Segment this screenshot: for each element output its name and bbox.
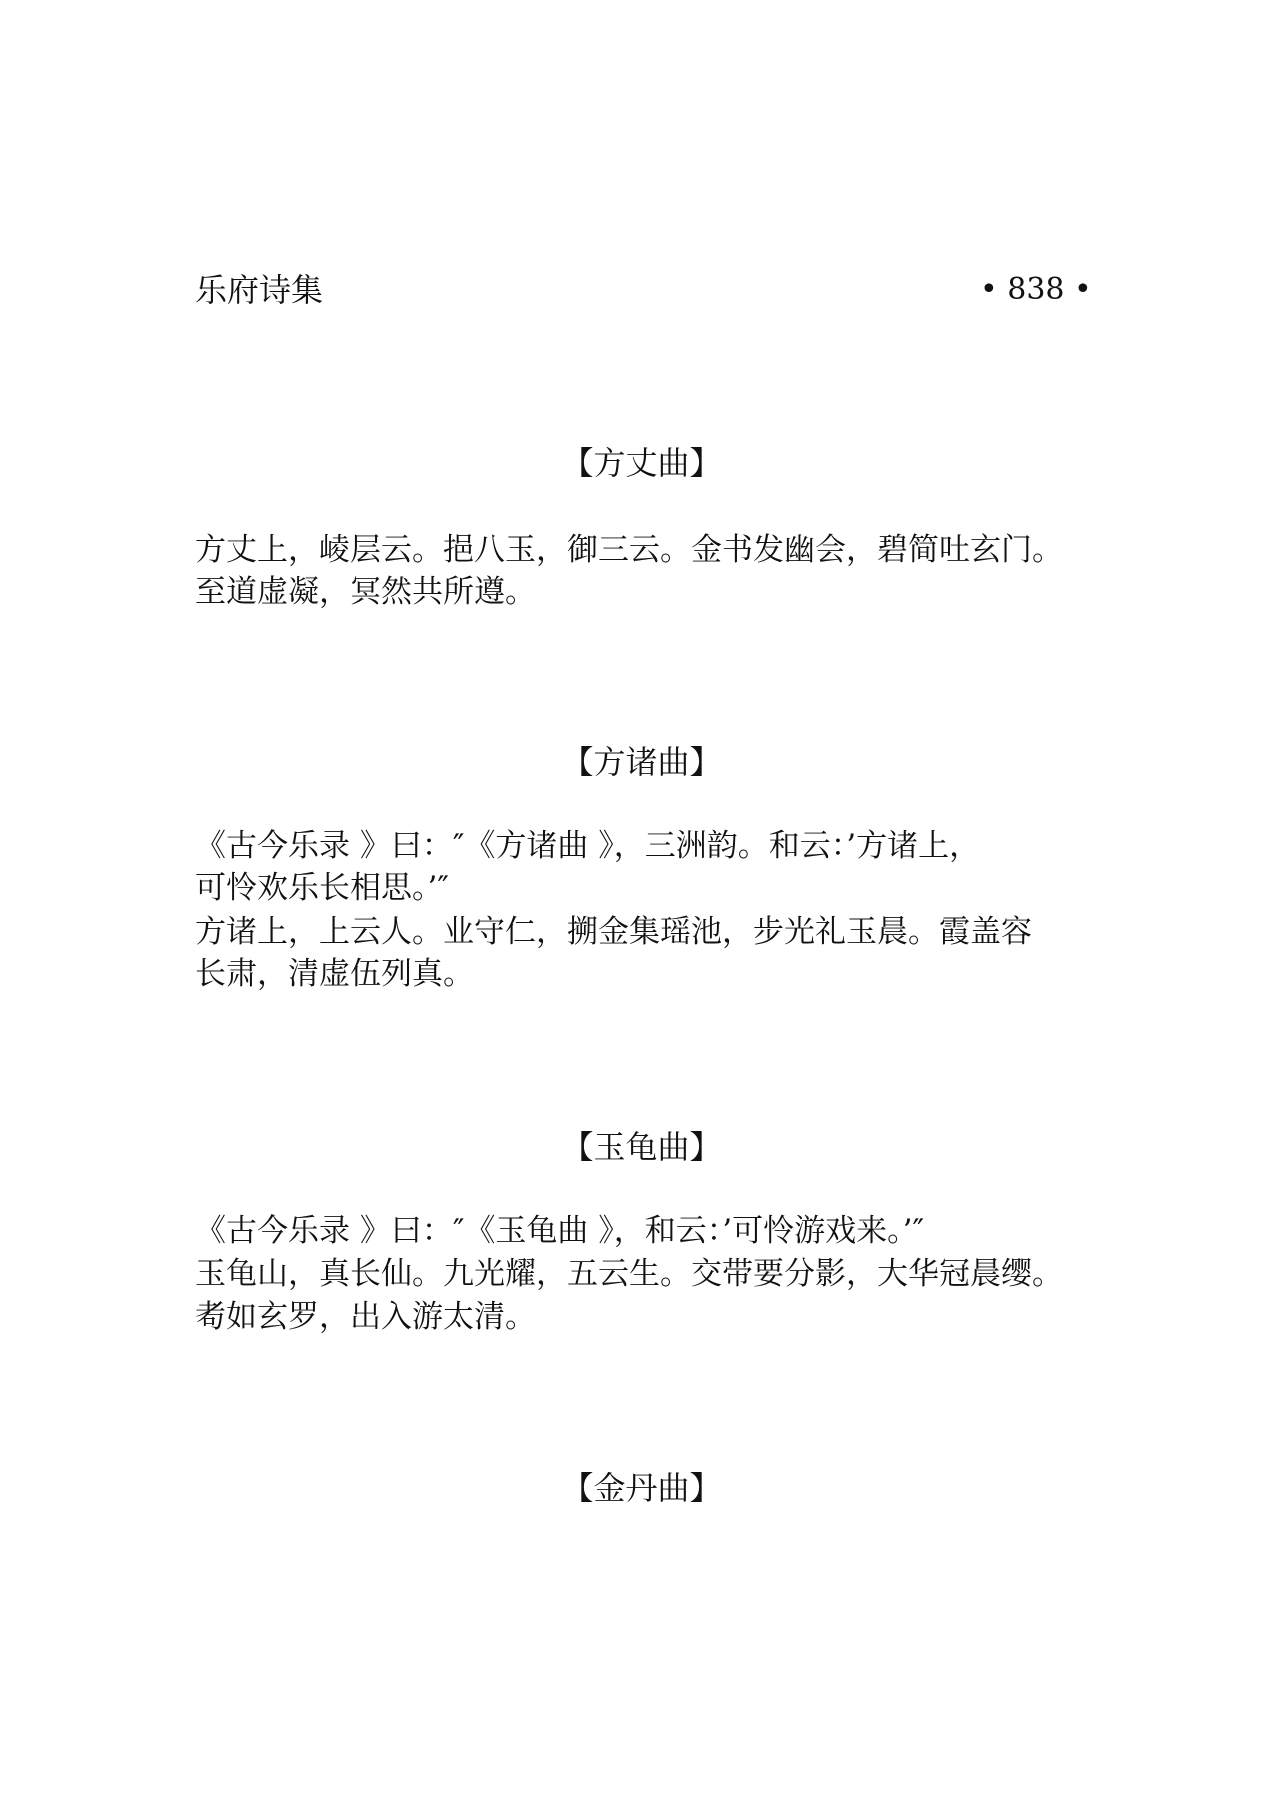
book-title: 乐府诗集 (195, 271, 324, 309)
poem-line: 方诸上，上云人。业守仁，搠金集瑶池，步光礼玉晨。霞盖容 (195, 914, 1032, 950)
poem-line: 耇如玄罗，出入游太清。 (195, 1299, 536, 1335)
section-heading-jindan: 【金丹曲】 (561, 1469, 722, 1507)
page-number: • 838 • (980, 272, 1092, 307)
section-heading-yugui: 【玉龟曲】 (561, 1128, 722, 1166)
poem-line: 至道虚凝，冥然共所遵。 (195, 574, 536, 610)
poem-line: 长肃，清虚伍列真。 (195, 956, 474, 992)
poem-line: 玉龟山，真长仙。九光耀，五云生。交带要分影，大华冠晨缨。 (195, 1256, 1063, 1292)
preface-line: 《古今乐录 》曰：″《玉龟曲 》，和云：’可怜游戏来。’″ (195, 1213, 925, 1249)
poem-line: 方丈上，崚层云。挹八玉，御三云。金书发幽会，碧简吐玄门。 (195, 532, 1063, 568)
preface-line: 可怜欢乐长相思。’″ (195, 870, 449, 906)
preface-line: 《古今乐录 》曰：″《方诸曲 》，三洲韵。和云：’方诸上， (195, 828, 981, 864)
section-heading-fangzhang: 【方丈曲】 (561, 444, 722, 482)
section-heading-fangzhu: 【方诸曲】 (561, 743, 722, 781)
